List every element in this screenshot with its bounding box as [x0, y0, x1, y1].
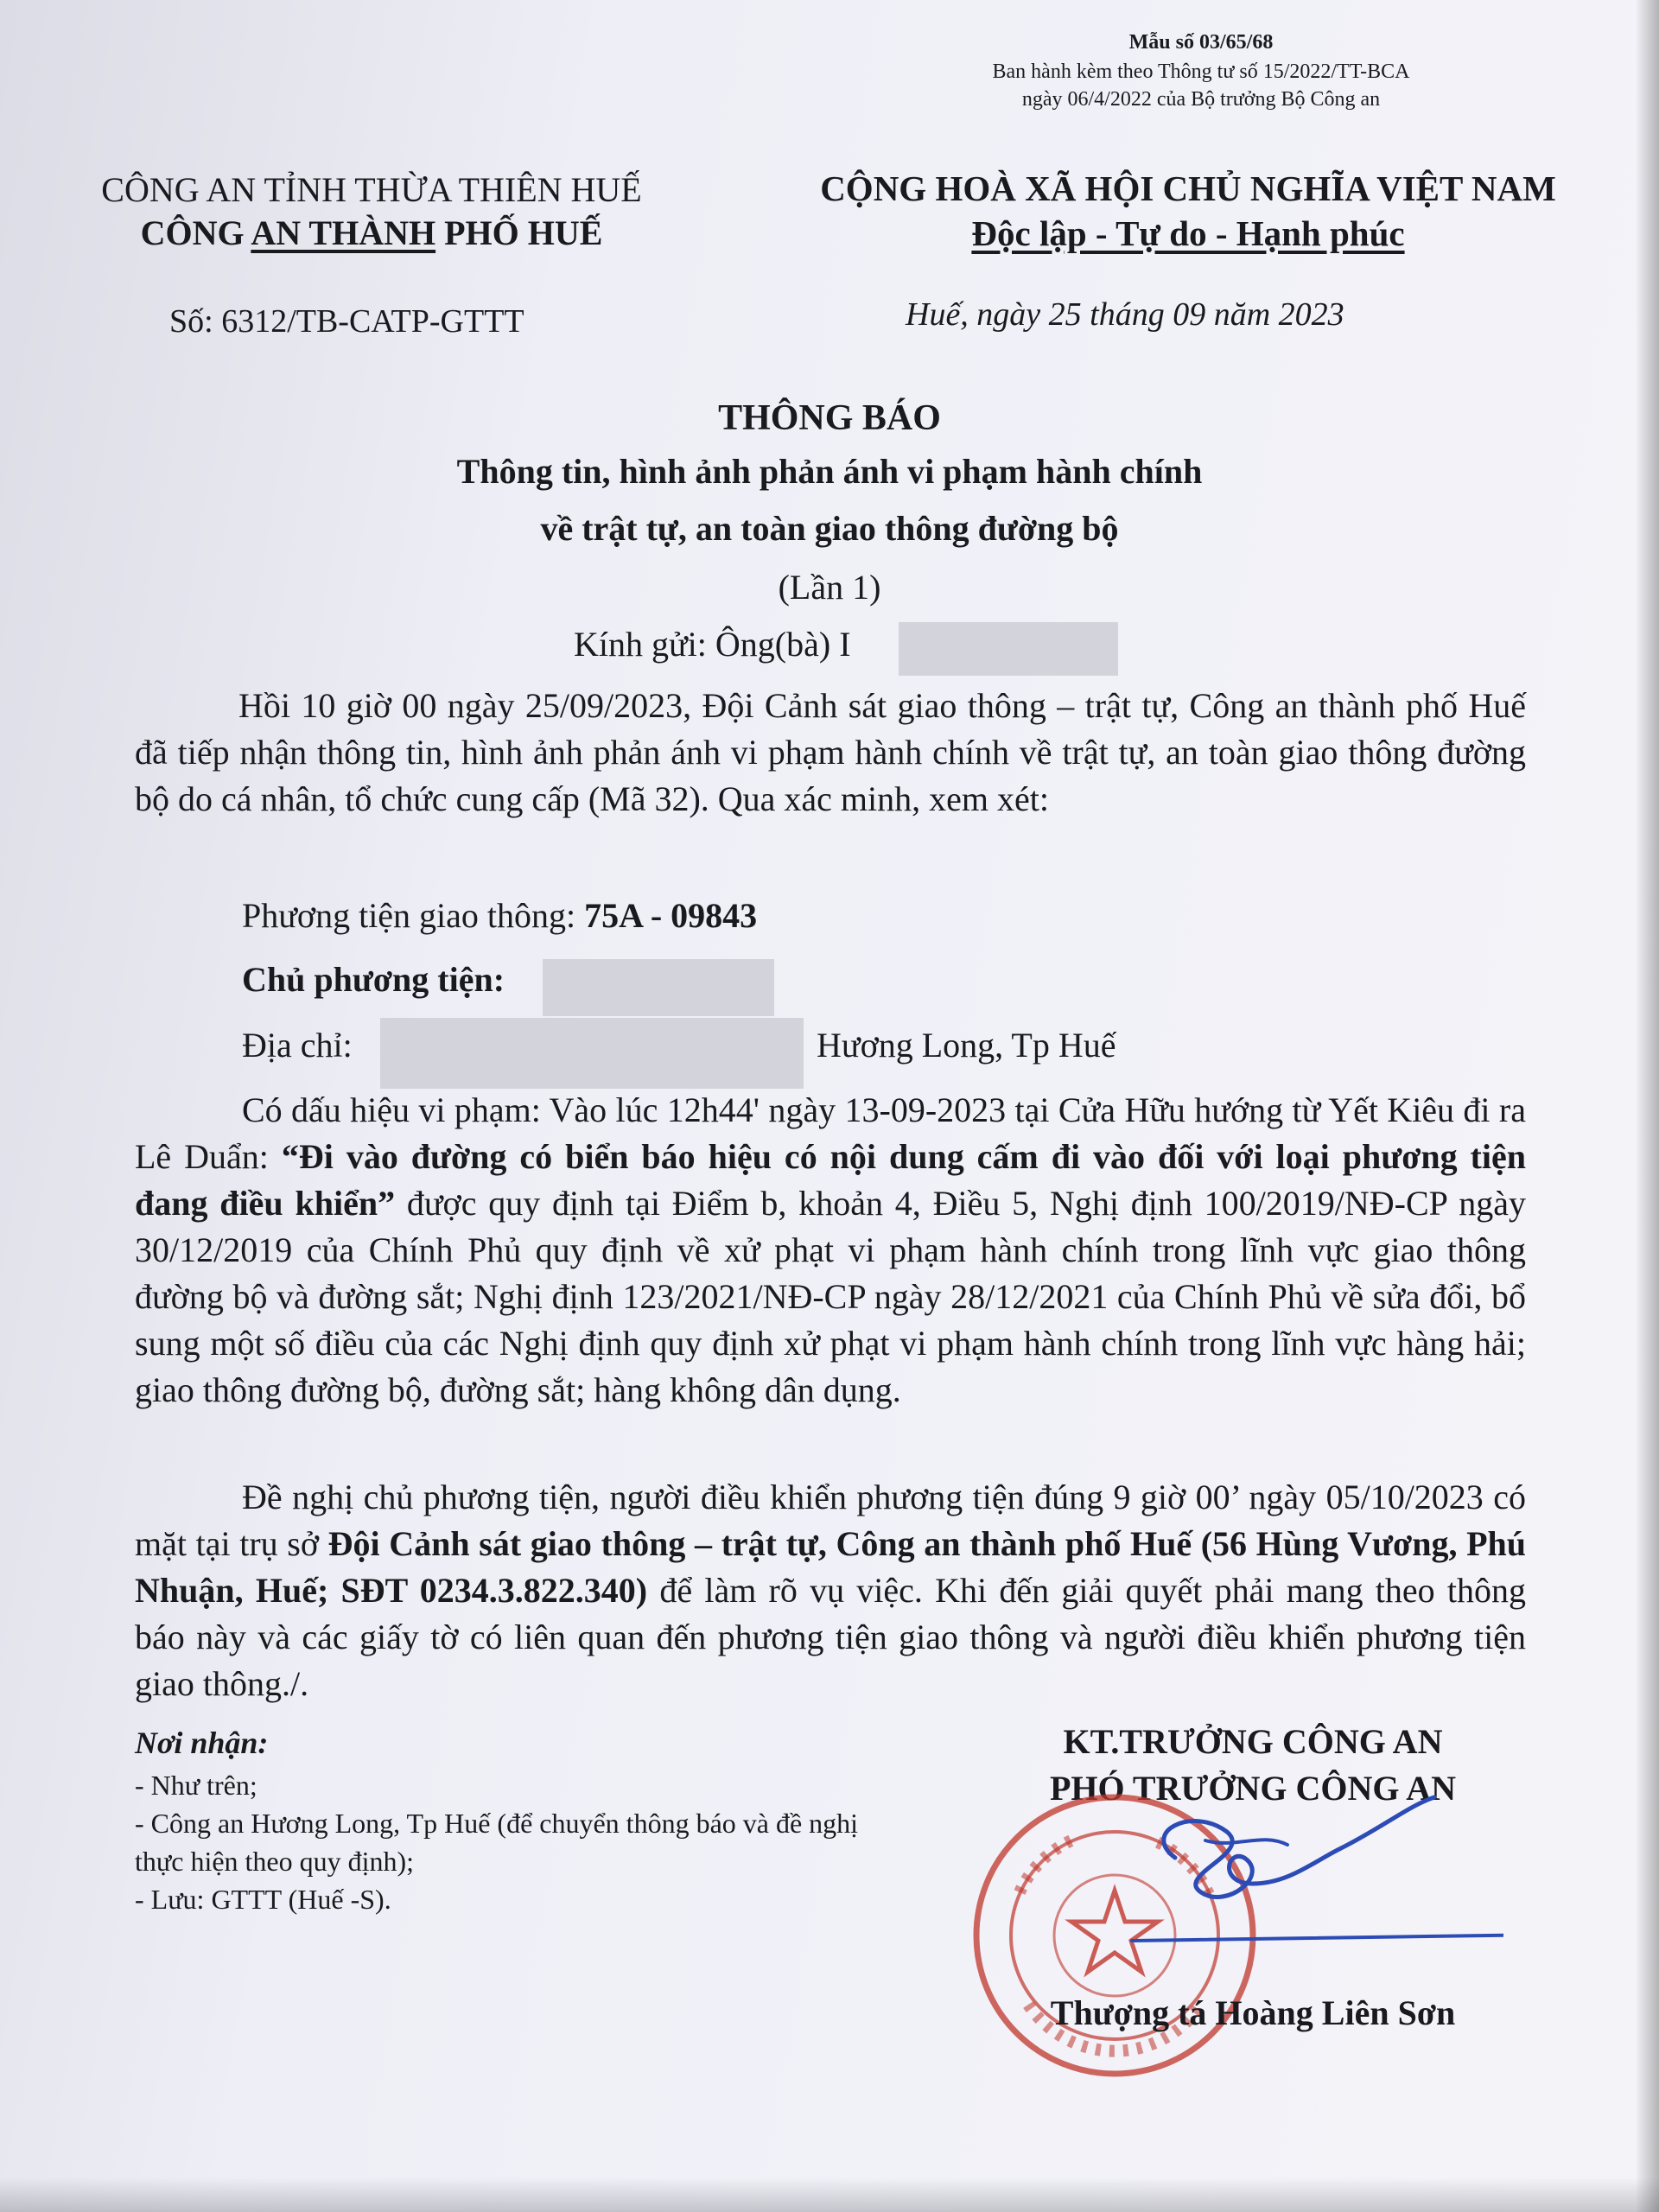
attempt-number: (Lần 1) — [778, 568, 881, 607]
subtitle-line1: Thông tin, hình ảnh phản ánh vi phạm hành chính — [456, 452, 1203, 491]
recipient-label: Kính gửi: Ông(bà) I — [574, 625, 851, 664]
document-title: THÔNG BÁO — [718, 398, 941, 438]
redacted-address — [380, 1018, 804, 1089]
page-edge-shadow — [1637, 0, 1659, 2212]
signer-title-1: KT.TRƯỞNG CÔNG AN — [1063, 1722, 1443, 1761]
redacted-recipient-name — [899, 622, 1118, 676]
form-note-line2: ngày 06/4/2022 của Bộ trưởng Bộ Công an — [1021, 88, 1381, 111]
form-code: Mẫu số 03/65/68 — [1128, 31, 1274, 54]
recipients-title: Nơi nhận: — [135, 1726, 269, 1760]
signer-title-2: PHÓ TRƯỞNG CÔNG AN — [1049, 1769, 1457, 1808]
agency-parent: CÔNG AN TỈNH THỪA THIÊN HUẾ — [101, 170, 642, 209]
motto: Độc lập - Tự do - Hạnh phúc — [971, 213, 1405, 253]
subtitle-line2: về trật tự, an toàn giao thông đường bộ — [540, 509, 1119, 548]
signer-name: Thượng tá Hoàng Liên Sơn — [1050, 1993, 1456, 2032]
handwritten-signature-icon — [1123, 1780, 1503, 1953]
vehicle-line: Phương tiện giao thông: 75A - 09843 — [242, 896, 758, 935]
form-note-line1: Ban hành kèm theo Thông tư số 15/2022/TT-BCA — [992, 60, 1410, 83]
recipient-item: - Lưu: GTTT (Huế -S). — [135, 1884, 391, 1915]
owner-line: Chủ phương tiện: — [242, 960, 505, 999]
agency-name: CÔNG AN THÀNH PHỐ HUẾ — [140, 213, 603, 252]
paragraph-violation: Có dấu hiệu vi phạm: Vào lúc 12h44' ngày 13-09-2023 tại Cửa Hữu hướng từ Yết Kiêu đi ra Lê Duẩn: “Đi vào đường có biển báo hiệu có nội dung cấm đi vào đối với loại phương tiện đang điều khiển” được quy định tại Điểm b, khoản 4, Điều 5, Nghị định 100/2019/NĐ-CP ngày 30/12/2019 của Chính Phủ quy định về xử phạt vi phạm hành chính trong lĩnh vực giao thông đường bộ và đường sắt; Nghị định 123/2021/NĐ-CP ngày 28/12/2021 của Chính Phủ về sửa đổi, bổ sung một số điều của các Nghị định quy định xử phạt vi phạm hành chính trong lĩnh vực hàng hải; giao thông đường bộ, đường sắt; hàng không dân dụng. — [135, 1090, 1526, 1409]
address-tail: Hương Long, Tp Huế — [817, 1026, 1116, 1065]
recipients-list — [135, 1766, 895, 1918]
paragraph-summons: Đề nghị chủ phương tiện, người điều khiển phương tiện đúng 9 giờ 00’ ngày 05/10/2023 có mặt tại trụ sở Đội Cảnh sát giao thông – trật tự, Công an thành phố Huế (56 Hùng Vương, Phú Nhuận, Huế; SĐT 0234.3.822.340) để làm rõ vụ việc. Khi đến giải quyết phải mang theo thông báo này và các giấy tờ có liên quan đến phương tiện giao thông và người điều khiển phương tiện giao thông./. — [135, 1478, 1527, 1703]
country-name: CỘNG HOÀ XÃ HỘI CHỦ NGHĨA VIỆT NAM — [820, 168, 1556, 208]
page-bottom-shadow — [0, 2177, 1659, 2212]
document-number: Số: 6312/TB-CATP-GTTT — [169, 303, 524, 340]
document-date: Huế, ngày 25 tháng 09 năm 2023 — [906, 296, 1344, 333]
address-label: Địa chỉ: — [242, 1026, 353, 1065]
paragraph-receipt: Hồi 10 giờ 00 ngày 25/09/2023, Đội Cảnh sát giao thông – trật tự, Công an thành phố Huế đã tiếp nhận thông tin, hình ảnh phản ánh vi phạm hành chính về trật tự, an toàn giao thông đường bộ do cá nhân, tổ chức cung cấp (Mã 32). Qua xác minh, xem xét: — [135, 686, 1526, 818]
redacted-owner-name — [543, 959, 774, 1016]
recipient-item: - Như trên; — [135, 1770, 257, 1801]
recipient-item: - Công an Hương Long, Tp Huế (để chuyển thông báo và đề nghị thực hiện theo quy định); — [135, 1808, 859, 1877]
